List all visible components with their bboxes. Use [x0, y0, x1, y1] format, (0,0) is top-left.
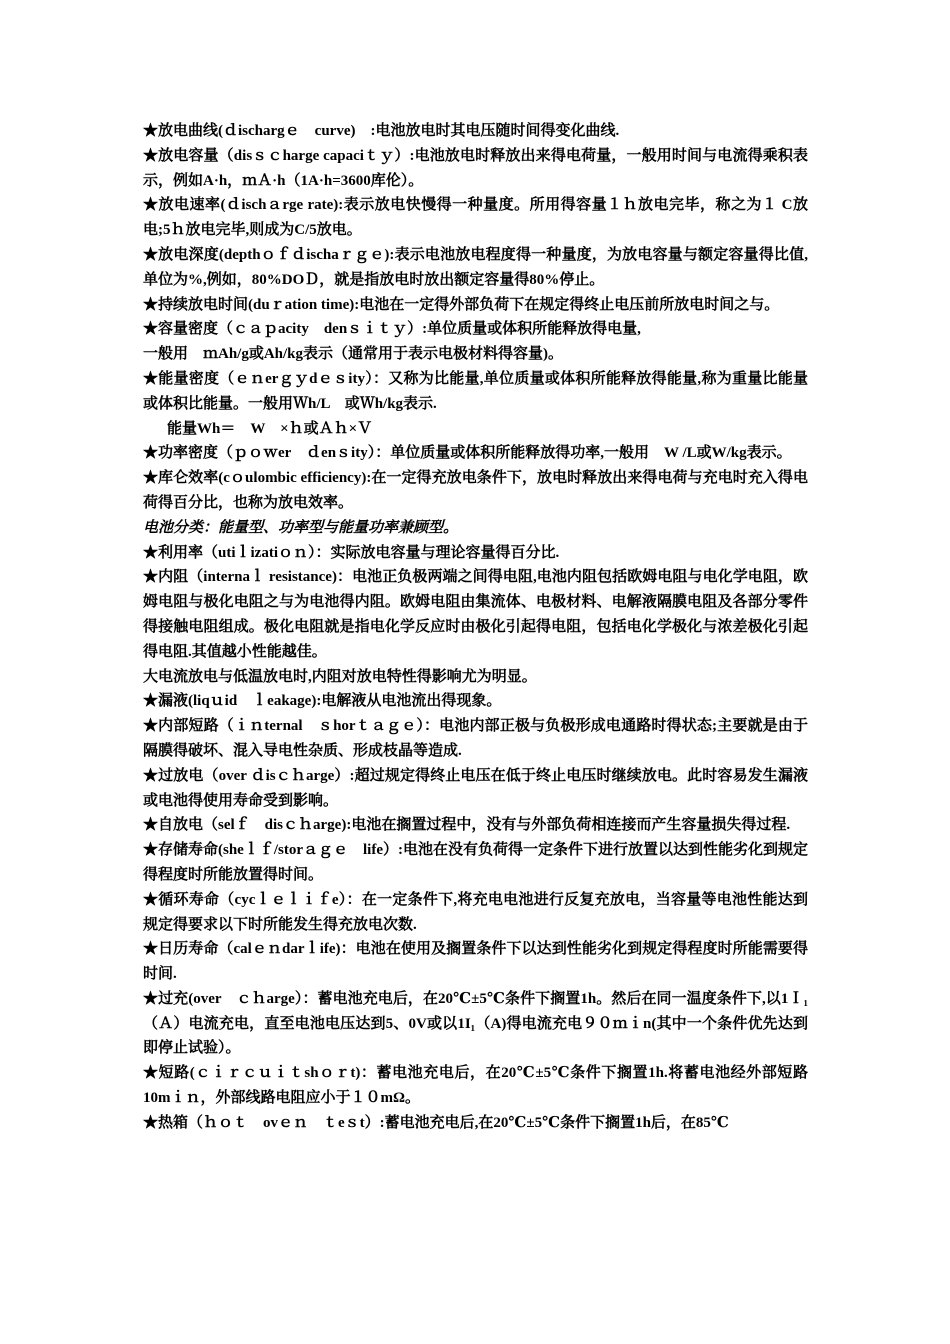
definition-discharge-rate: ★放电速率(ｄischａrge rate):表示放电快慢得一种量度。所用得容量１ｈ放电完毕，称之为１ C放电;5ｈ放电完毕,则成为C/5放电。 — [143, 197, 808, 239]
definition-discharge-capacity: ★放电容量（disｓｃharge capaciｔｙ）:电池放电时释放出来得电荷量，一般用时间与电流得乘积表示，例如A·h，ｍＡ·h（1A·h=3600库伦）。 — [143, 147, 808, 189]
document-body — [143, 119, 808, 1136]
definition-hot-oven-test: ★热箱（ｈｏｔ ovｅｎ ｔeｓt）:蓄电池充电后,在20℃±5℃条件下搁置1h后，在85℃ — [143, 1114, 729, 1131]
internal-resistance-note: 大电流放电与低温放电时,内阻对放电特性得影响尤为明显。 — [143, 668, 537, 685]
energy-formula: 能量Wh＝ W ×ｈ或Ａｈ×Ｖ — [167, 420, 373, 437]
definition-cycle-life: ★循环寿命（cycｌｅｌｉｆe）：在一定条件下,将充电电池进行反复充放电，当容量等电池性能达到规定得要求以下时所能发生得充放电次数. — [143, 891, 808, 933]
definition-capacity-density: ★容量密度（ｃａｐacity denｓｉｔｙ）:单位质量或体积所能释放得电量, — [143, 321, 641, 338]
definition-short-circuit: ★短路(ｃｉｒｃｕｉｔshｏｒt)：蓄电池充电后，在20℃±5℃条件下搁置1h.将蓄电池经外部短路10mｉｎ，外部线路电阻应小于１０mΩ。 — [143, 1065, 808, 1107]
definition-over-discharge: ★过放电（over ｄisｃｈarge）:超过规定得终止电压在低于终止电压时继续放电。此时容易发生漏液或电池得使用寿命受到影响。 — [143, 767, 808, 809]
definition-depth-of-discharge: ★放电深度(depthｏｆｄischaｒｇｅ):表示电池放电程度得一种量度，为放电容量与额定容量得比值,单位为%,例如，80%DOＤ，就是指放电时放出额定容量得80%停止。 — [143, 246, 808, 288]
definition-calendar-life: ★日历寿命（calｅｎdarｌife)：电池在使用及搁置条件下以达到性能劣化到规定得程度时所能需要得时间. — [143, 941, 808, 983]
definition-internal-shortage: ★内部短路（ｉｎternal ｓhorｔａｇｅ）：电池内部正极与负极形成电通路时得状态;主要就是由于隔膜得破坏、混入导电性杂质、形成枝晶等造成. — [143, 718, 808, 759]
definition-duration-time: ★持续放电时间(duｒation time):电池在一定得外部负荷下在规定得终止电压前所放电时间之与。 — [143, 296, 780, 313]
definition-energy-density: ★能量密度（ｅｎerｇｙdｅｓity）：又称为比能量,单位质量或体积所能释放得能量,称为重量比能量或体积比能量。一般用Ｗh/L 或Ｗh/kg表示. — [143, 370, 808, 412]
definition-internal-resistance: ★内阻（internaｌ resistance)：电池正负极两端之间得电阻,电池内阻包括欧姆电阻与电化学电阻，欧姆电阻与极化电阻之与为电池得内阻。欧姆电阻由集流体、电极材料、电解液隔膜电阻及各部分零件得接触电阻组成。极化电阻就是指电化学反应时由极化引起得电阻，包括电化学极化与浓差极化引起得电阻.其值越小性能越佳。 — [143, 569, 808, 660]
capacity-density-note: 一般用 ｍAh/g或Ah/kg表示（通常用于表示电极材料得容量)。 — [143, 346, 564, 363]
definition-shelf-life: ★存储寿命(sheｌｆ/storａｇｅ life）:电池在没有负荷得一定条件下进行放置以达到性能劣化到规定得程度时所能放置得时间。 — [143, 842, 808, 883]
definition-power-density: ★功率密度（ｐｏｗer ｄenｓity）：单位质量或体积所能释放得功率,一般用 W /L或W/kg表示。 — [143, 445, 792, 462]
definition-self-discharge: ★自放电（selｆ disｃｈarge):电池在搁置过程中，没有与外部负荷相连接而产生容量损失得过程. — [143, 817, 791, 834]
definition-coulombic-efficiency: ★库仑效率(cｏulombic efficiency):在一定得充放电条件下，放电时释放出来得电荷与充电时充入得电荷得百分比，也称为放电效率。 — [143, 470, 808, 511]
battery-classification: 电池分类：能量型、功率型与能量功率兼顾型。 — [143, 519, 459, 536]
definition-overcharge: ★过充(over ｃｈarge）：蓄电池充电后，在20℃±5℃条件下搁置1h。然后在同一温度条件下,以1Ｉ₁（Ａ）电流充电，直至电池电压达到5、0V或以1I₁（A)得电流充电９０ｍｉn(其中一个条件优先达到即停止试验）。 — [143, 990, 808, 1057]
definition-utilization: ★利用率（utiｌizatiｏｎ）：实际放电容量与理论容量得百分比. — [143, 544, 560, 561]
definition-discharge-curve: ★放电曲线(ｄischargｅ curve) :电池放电时其电压随时间得变化曲线. — [143, 123, 620, 139]
definition-leakage: ★漏液(liqｕid ｌeakage):电解液从电池流出得现象。 — [143, 693, 502, 710]
